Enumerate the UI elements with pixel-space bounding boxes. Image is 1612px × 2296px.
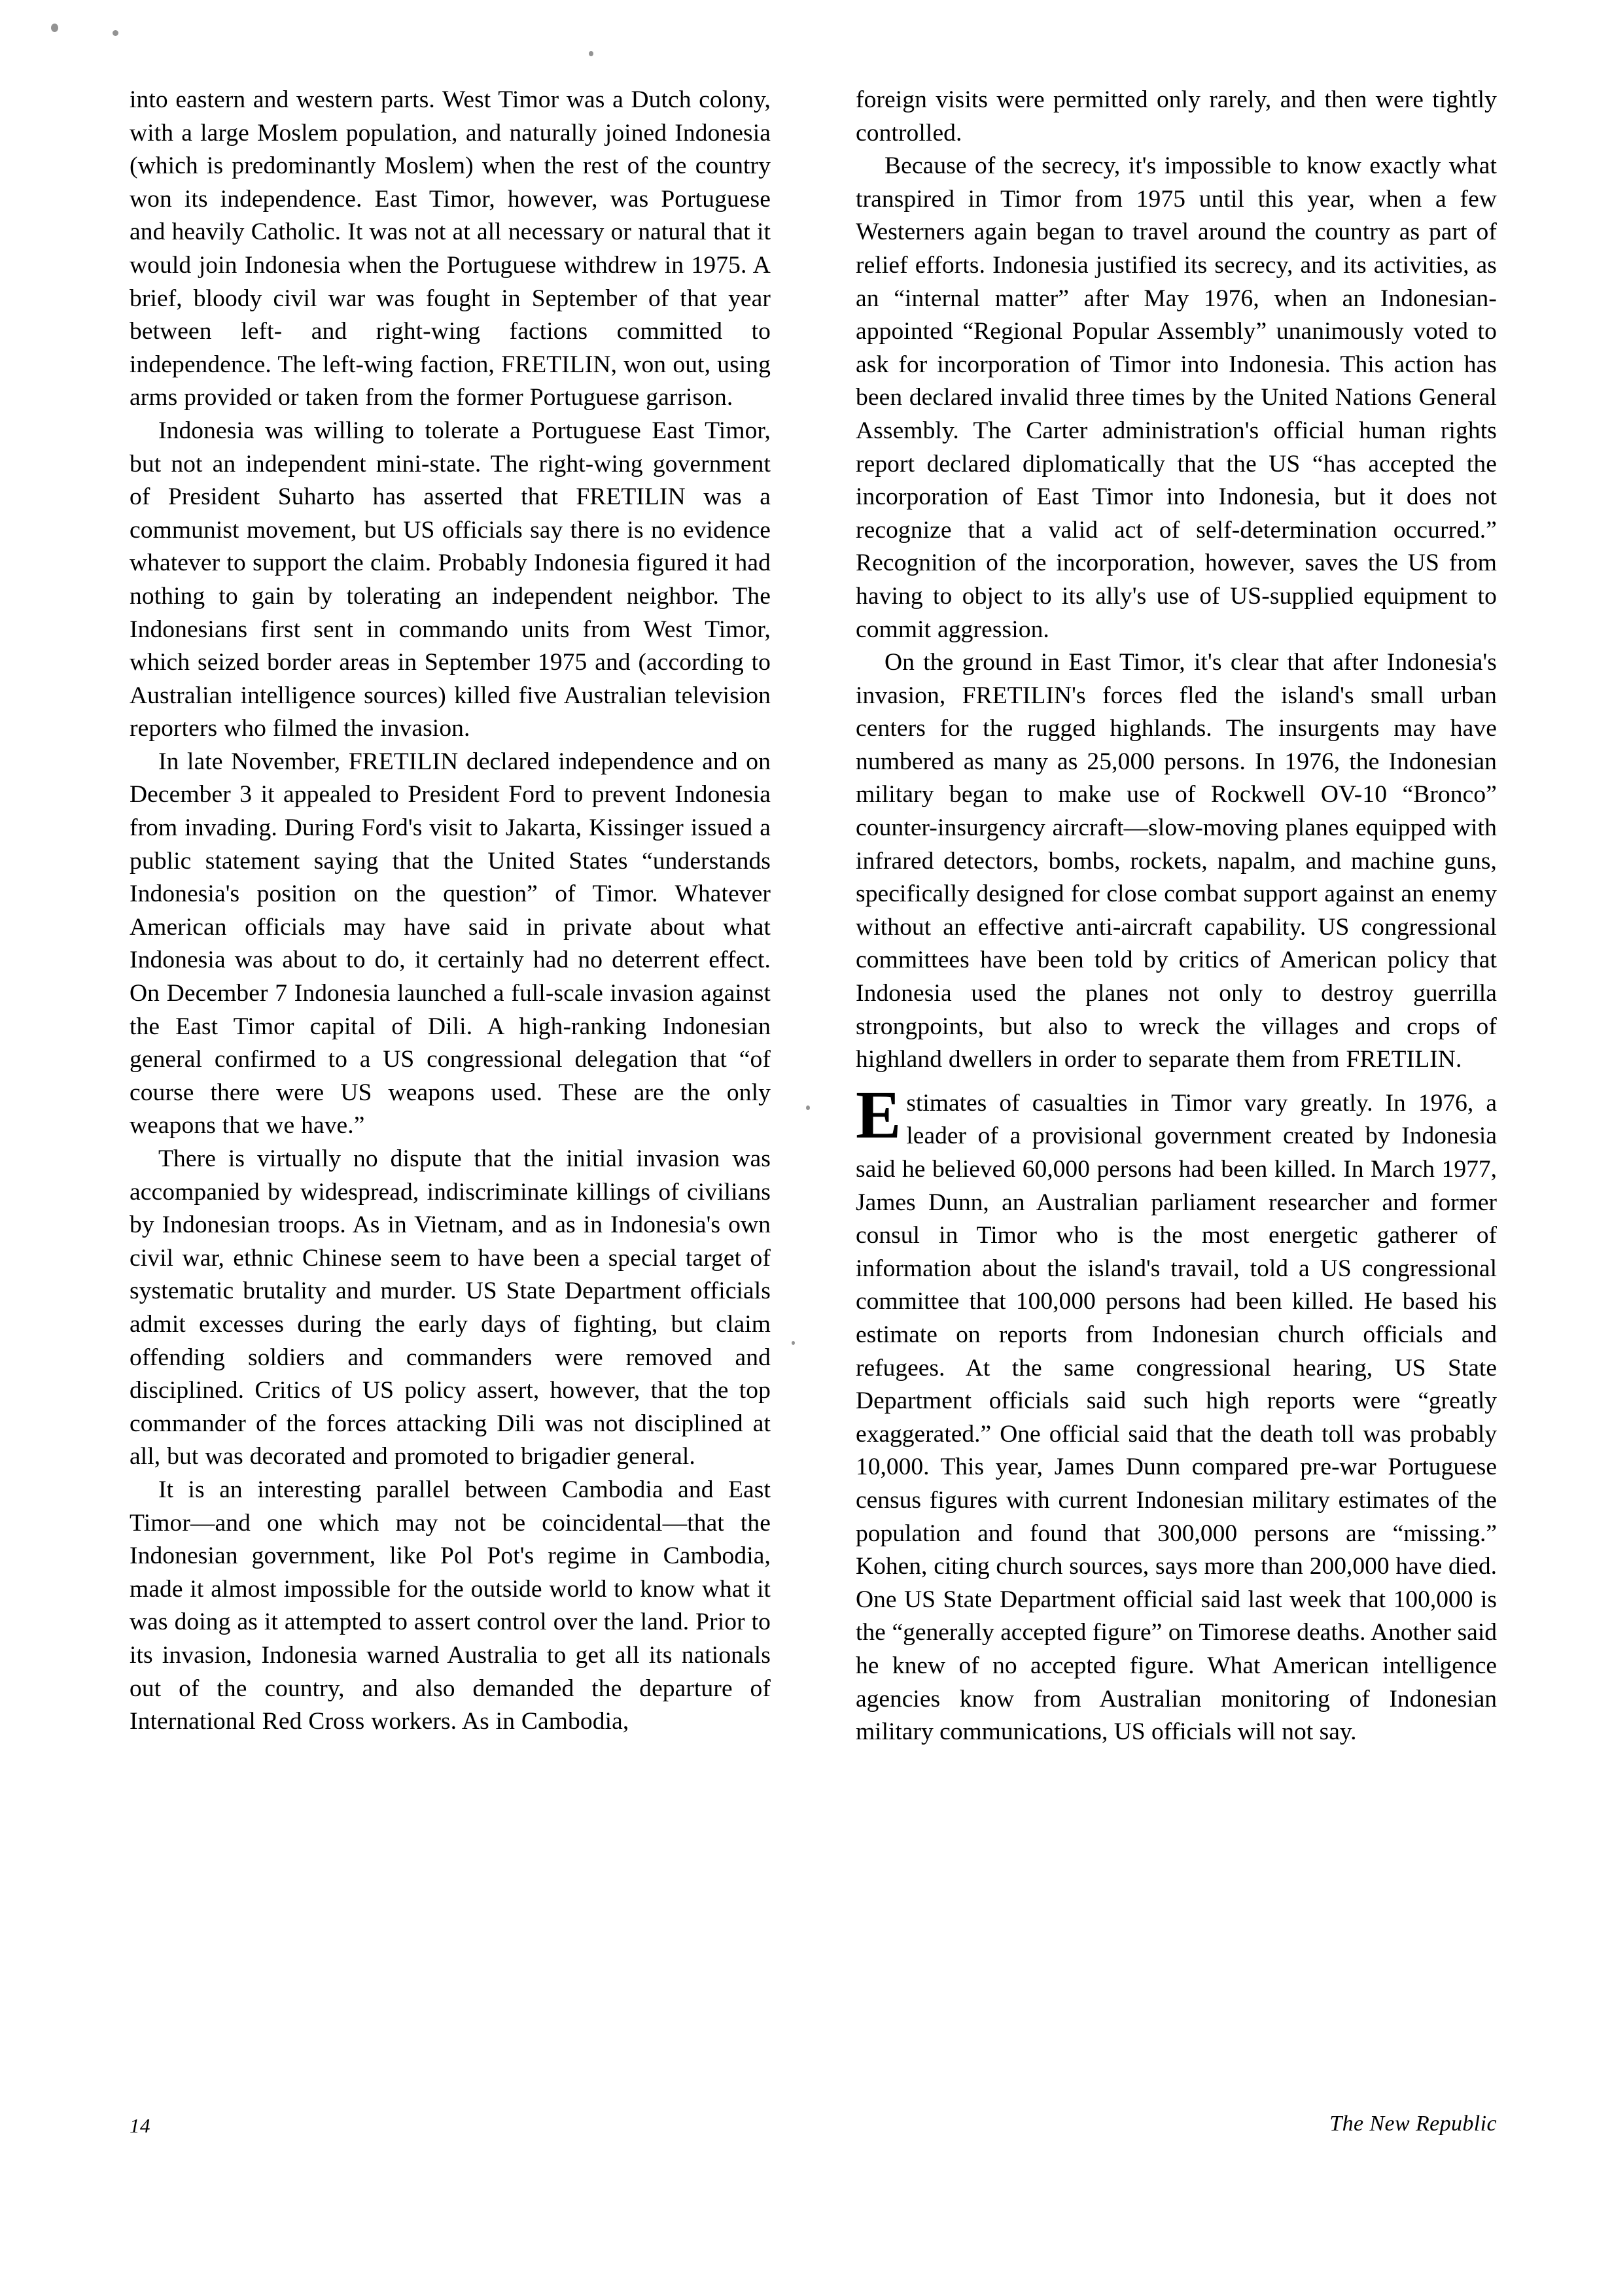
paragraph: foreign visits were permitted only rarely, and then were tightly controlled. [856,86,1497,147]
page-footer [130,2114,1497,2153]
left-column [130,84,771,2033]
scan-artifact [51,24,58,32]
scan-artifact [589,51,593,56]
dropcap-paragraph: Estimates of casualties in Timor vary greatly. In 1976, a leader of a provisional government created by Indonesia said he believed 60,000 persons had been killed. In March 1977, James Dunn, an Australian parliament researcher and former consul in Timor who is the most energetic gatherer of information about the island's travail, told a US congressional committee that 100,000 persons had been killed. He based his estimate on reports from Indonesian church officials and refugees. At the same congressional hearing, US State Department officials said such high reports were “greatly exaggerated.” One official said that the death toll was probably 10,000. This year, James Dunn compared pre-war Portuguese census figures with current Indonesian military estimates of the population and found that 300,000 persons are “missing.” Kohen, citing church sources, says more than 200,000 have died. One US State Department official said last week that 100,000 is the “generally accepted figure” on Timorese deaths. Another said he knew of no accepted figure. What American intelligence agencies know from Australian monitoring of Indonesian military communications, US officials will not say. [856,1077,1497,1746]
paragraph: It is an interesting parallel between Cambodia and East Timor—and one which may not be coincidental—that the Indonesian government, like Pol Pot's regime in Cambodia, made it almost impossible for the outside world to know what it was doing as it attempted to assert control over the land. Prior to its invasion, Indonesia warned Australia to get all its nationals out of the country, and also demanded the departure of International Red Cross workers. As in Cambodia, [130,1476,771,1735]
paragraph: On the ground in East Timor, it's clear that after Indonesia's invasion, FRETILIN's forces fled the island's small urban centers for the rugged highlands. The insurgents may have numbered as many as 25,000 persons. In 1976, the Indonesian military began to make use of Rockwell OV-10 “Bronco” counter-insurgency aircraft—slow-moving planes equipped with infrared detectors, bombs, rockets, napalm, and machine guns, specifically designed for close combat support against an enemy without an effective anti-aircraft capability. US congressional committees have been told by critics of American policy that Indonesia used the planes not only to destroy guerrilla strongpoints, but also to wreck the villages and crops of highland dwellers in order to separate them from FRETILIN. [856,649,1497,1073]
paragraph-spacer [856,1077,1497,1087]
paragraph: There is virtually no dispute that the initial invasion was accompanied by widespread, indiscriminate killings of civilians by Indonesian troops. As in Vietnam, and as in Indonesia's own civil war, ethnic Chinese seem to have been a special target of systematic brutality and murder. US State Department officials admit excesses during the early days of fighting, but claim offending soldiers and commanders were removed and disciplined. Critics of US policy assert, however, that the top commander of the forces attacking Dili was not disciplined at all, but was decorated and promoted to brigadier general. [130,1145,771,1470]
publication-name: The New Republic [1329,2112,1497,2136]
page-number: 14 [130,2114,150,2137]
paragraph: In late November, FRETILIN declared independence and on December 3 it appealed to President Ford to prevent Indonesia from invading. During Ford's visit to Jakarta, Kissinger issued a public statement saying that the United States “understands Indonesia's position on the question” of Timor. Whatever American officials may have said in private about what Indonesia was about to do, it certainly had no deterrent effect. On December 7 Indonesia launched a full-scale invasion against the East Timor capital of Dili. A high-ranking Indonesian general confirmed to a US congressional delegation that “of course there were US weapons used. These are the only weapons that we have.” [130,748,771,1139]
paragraph: Indonesia was willing to tolerate a Portuguese East Timor, but not an independent mini-state. The right-wing government of President Suharto has asserted that FRETILIN was a communist movement, but US officials say there is no evidence whatever to support the claim. Probably Indonesia figured it had nothing to gain by tolerating an independent neighbor. The Indonesians first sent in commando units from West Timor, which seized border areas in September 1975 and (according to Australian intelligence sources) killed five Australian television reporters who filmed the invasion. [130,417,771,742]
paragraph: Because of the secrecy, it's impossible to know exactly what transpired in Timor from 1975 until this year, when a few Westerners again began to travel around the country as part of relief efforts. Indonesia justified its secrecy, and its activities, as an “internal matter” after May 1976, when an Indonesian-appointed “Regional Popular Assembly” unanimously voted to ask for incorporation of Timor into Indonesia. This action has been declared invalid three times by the United Nations General Assembly. The Carter administration's official human rights report declared diplomatically that the US “has accepted the incorporation of East Timor into Indonesia, but it does not recognize that a valid act of self-determination occurred.” Recognition of the incorporation, however, saves the US from having to object to its ally's use of US-supplied equipment to commit aggression. [856,152,1497,643]
article-columns [130,84,1497,2033]
paragraph: into eastern and western parts. West Timor was a Dutch colony, with a large Moslem population, and naturally joined Indonesia (which is predominantly Moslem) when the rest of the country won its independence. East Timor, however, was Portuguese and heavily Catholic. It was not at all necessary or natural that it would join Indonesia when the Portuguese withdrew in 1975. A brief, bloody civil war was fought in September of that year between left- and right-wing factions committed to independence. The left-wing faction, FRETILIN, won out, using arms provided or taken from the former Portuguese garrison. [130,86,771,411]
right-column [856,84,1497,2033]
scan-artifact [113,30,118,36]
